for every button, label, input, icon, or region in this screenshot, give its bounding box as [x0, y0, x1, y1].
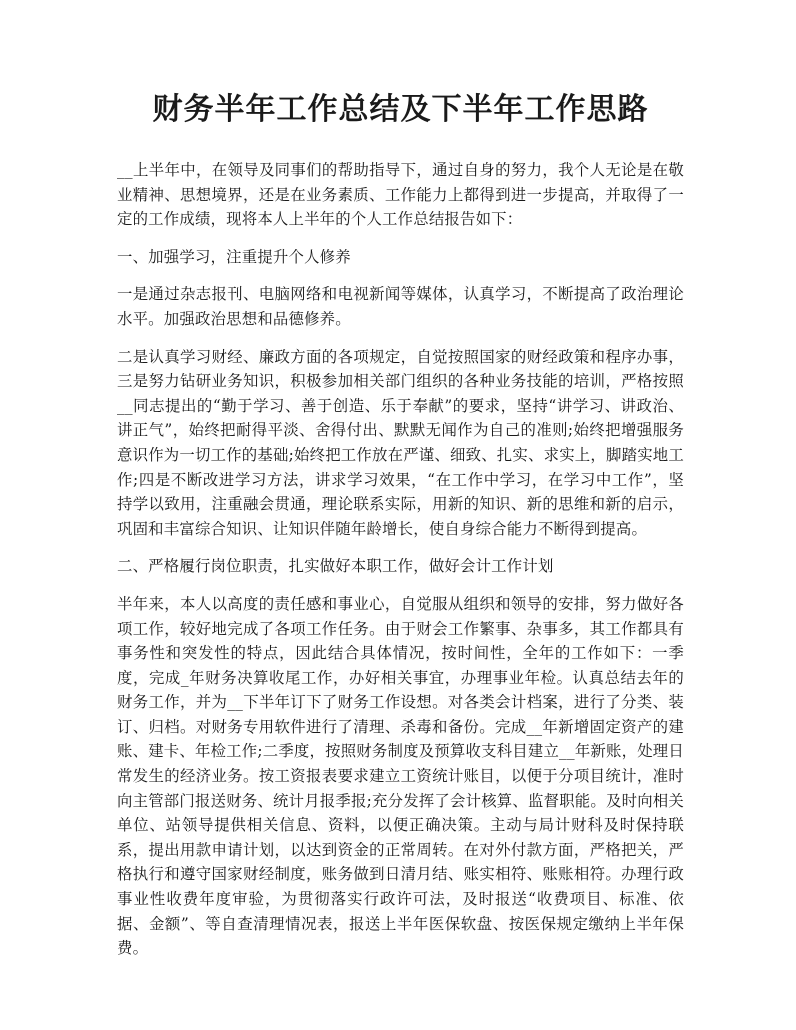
- intro-paragraph: __上半年中，在领导及同事们的帮助指导下，通过自身的努力，我个人无论是在敬业精神、思想境界，还是在业务素质、工作能力上都得到进一步提高，并取得了一定的工作成绩，现将本人上半年的个人工作总结报告如下：: [117, 161, 684, 229]
- body-paragraph-3: 半年来，本人以高度的责任感和事业心，自觉服从组织和领导的安排，努力做好各项工作，较好地完成了各项工作任务。由于财会工作繁事、杂事多，其工作都具有事务性和突发性的特点，因此结合具体情况，按时间性，全年的工作如下：一季度，完成_年财务决算收尾工作，办好相关事宜，办理事业年检。认真总结去年的财务工作，并为__下半年订下了财务工作设想。对各类会计档案，进行了分类、装订、归档。对财务专用软件进行了清理、杀毒和备份。完成__年新增固定资产的建账、建卡、年检工作;二季度，按照财务制度及预算收支科目建立__年新账，处理日常发生的经济业务。按工资报表要求建立工资统计账目，以便于分项目统计，准时向主管部门报送财务、统计月报季报;充分发挥了会计核算、监督职能。及时向相关单位、站领导提供相关信息、资料，以便正确决策。主动与局计财科及时保持联系，提出用款申请计划，以达到资金的正常周转。在对外付款方面，严格把关，严格执行和遵守国家财经制度，账务做到日清月结、账实相符、账账相符。办理行政事业性收费年度审验，为贯彻落实行政许可法，及时报送“收费项目、标准、依据、金额”、等自查清理情况表，报送上半年医保软盘、按医保规定缴纳上半年保费。: [117, 594, 684, 958]
- body-paragraph-2: 二是认真学习财经、廉政方面的各项规定，自觉按照国家的财经政策和程序办事，三是努力钻研业务知识，积极参加相关部门组织的各种业务技能的培训，严格按照__同志提出的“勤于学习、善于创造、乐于奉献”的要求，坚持“讲学习、讲政治、讲正气”，始终把耐得平淡、舍得付出、默默无闻作为自己的准则;始终把增强服务意识作为一切工作的基础;始终把工作放在严谨、细致、扎实、求实上，脚踏实地工作;四是不断改进学习方法，讲求学习效果，“在工作中学习，在学习中工作”，坚持学以致用，注重融会贯通，理论联系实际，用新的知识、新的思维和新的启示，巩固和丰富综合知识、让知识伴随年龄增长，使自身综合能力不断得到提高。: [117, 347, 684, 538]
- document-title: 财务半年工作总结及下半年工作思路: [152, 92, 649, 127]
- section-heading-1: 一、加强学习，注重提升个人修养: [117, 247, 351, 266]
- body-paragraph-1: 一是通过杂志报刊、电脑网络和电视新闻等媒体，认真学习，不断提高了政治理论水平。加强政治思想和品德修养。: [117, 285, 684, 328]
- section-heading-2: 二、严格履行岗位职责，扎实做好本职工作，做好会计工作计划: [117, 557, 554, 576]
